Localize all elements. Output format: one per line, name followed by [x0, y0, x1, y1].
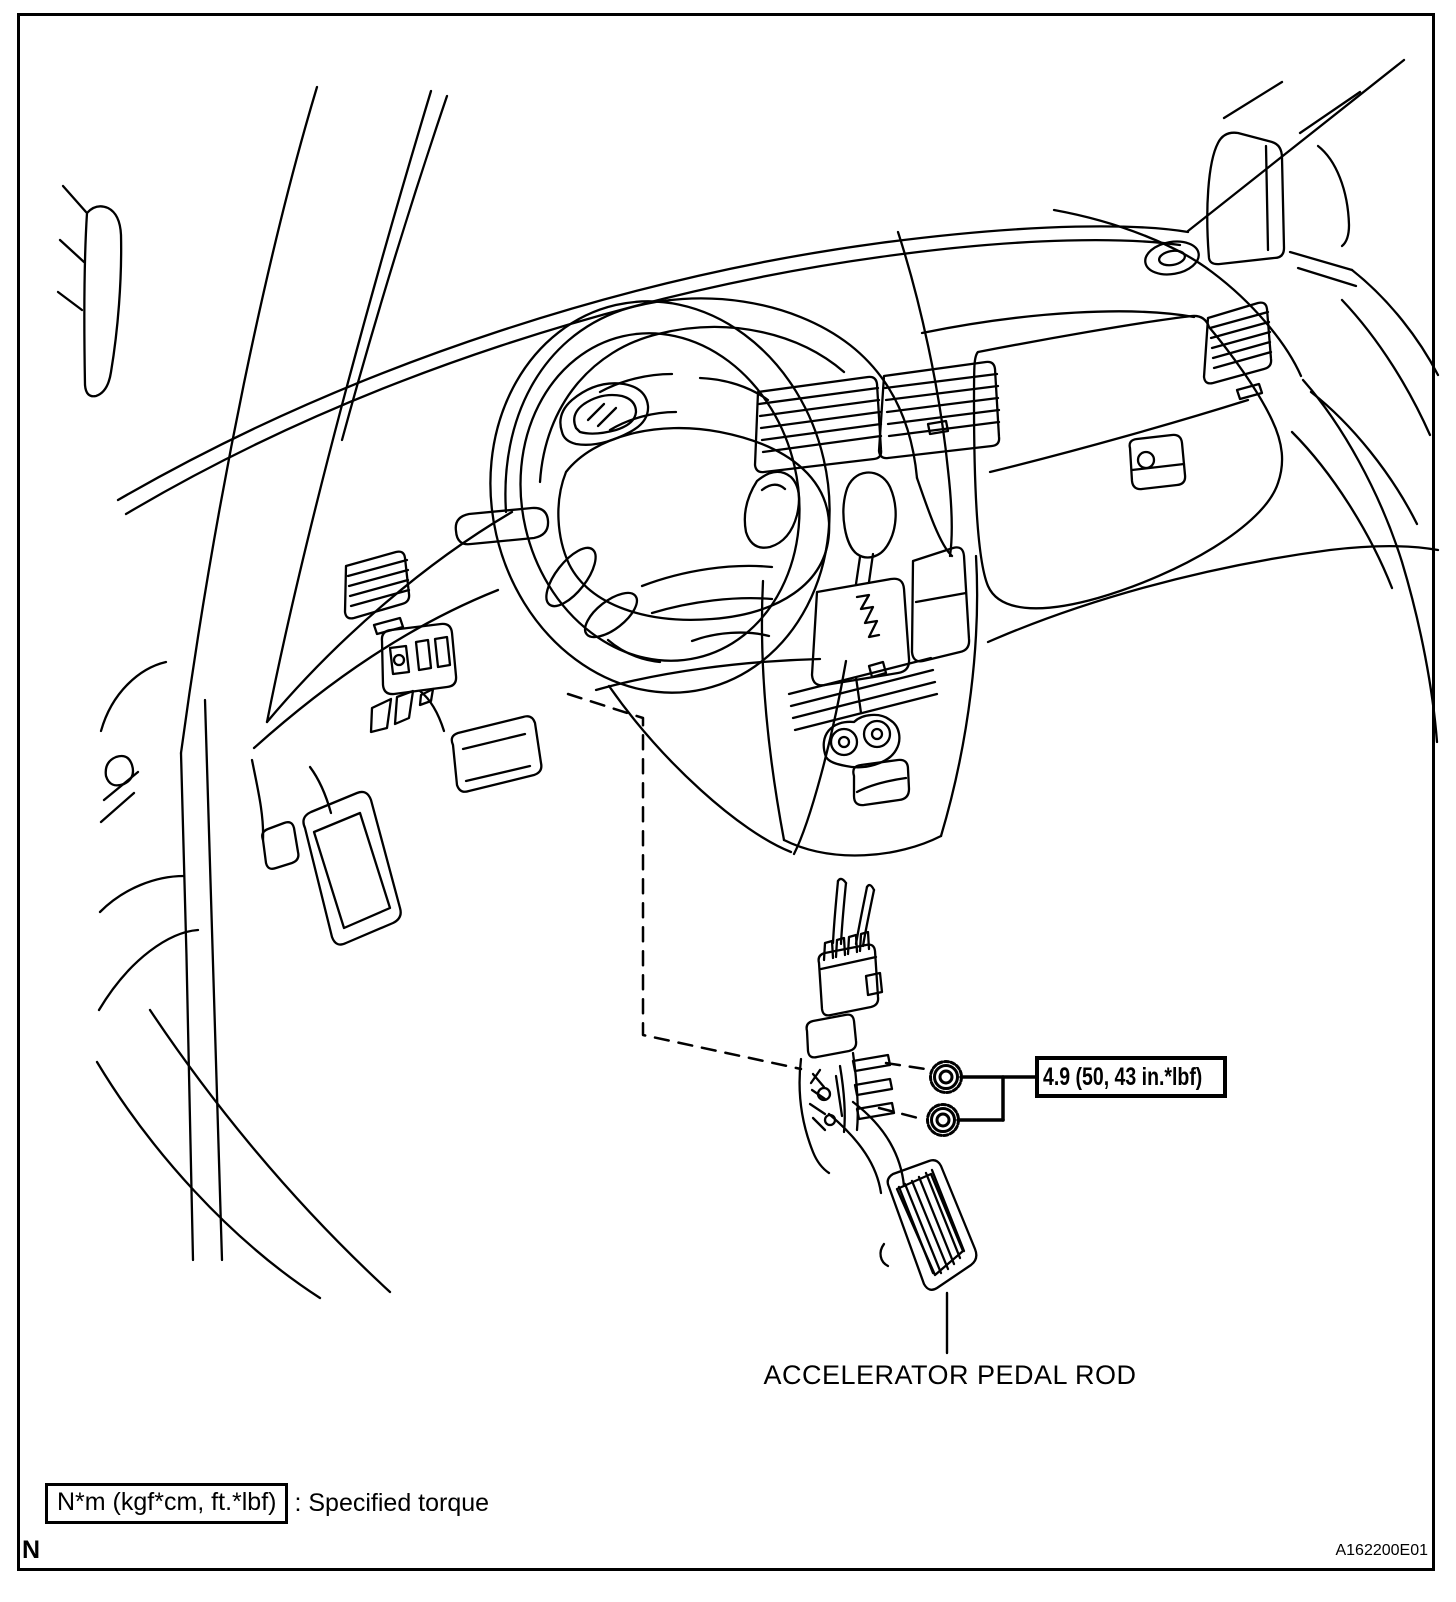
torque-callout-box — [1035, 1056, 1227, 1098]
wiring-connector — [819, 879, 882, 1015]
torque-legend — [45, 1483, 489, 1524]
shift-lever-console — [762, 473, 977, 856]
instrument-cluster-hood — [505, 232, 952, 556]
torque-leader-lines — [958, 1077, 1035, 1120]
torque-callout-value: 4.9 (50, 43 in.*lbf) — [1043, 1062, 1203, 1091]
figure-id-code: A162200E01 — [1335, 1542, 1428, 1559]
torque-legend-meaning: : Specified torque — [294, 1489, 490, 1517]
dash-left-end — [254, 383, 648, 748]
mounting-nuts — [928, 1062, 962, 1136]
page-section-letter: N — [22, 1536, 41, 1564]
steering-wheel — [452, 267, 868, 726]
torque-legend-symbol-box: N*m (kgf*cm, ft.*lbf) — [45, 1483, 288, 1524]
accelerator-pedal-rod-label: ACCELERATOR PEDAL ROD — [763, 1360, 1137, 1390]
glovebox-area — [922, 210, 1438, 742]
left-door-mirror — [58, 186, 390, 1298]
